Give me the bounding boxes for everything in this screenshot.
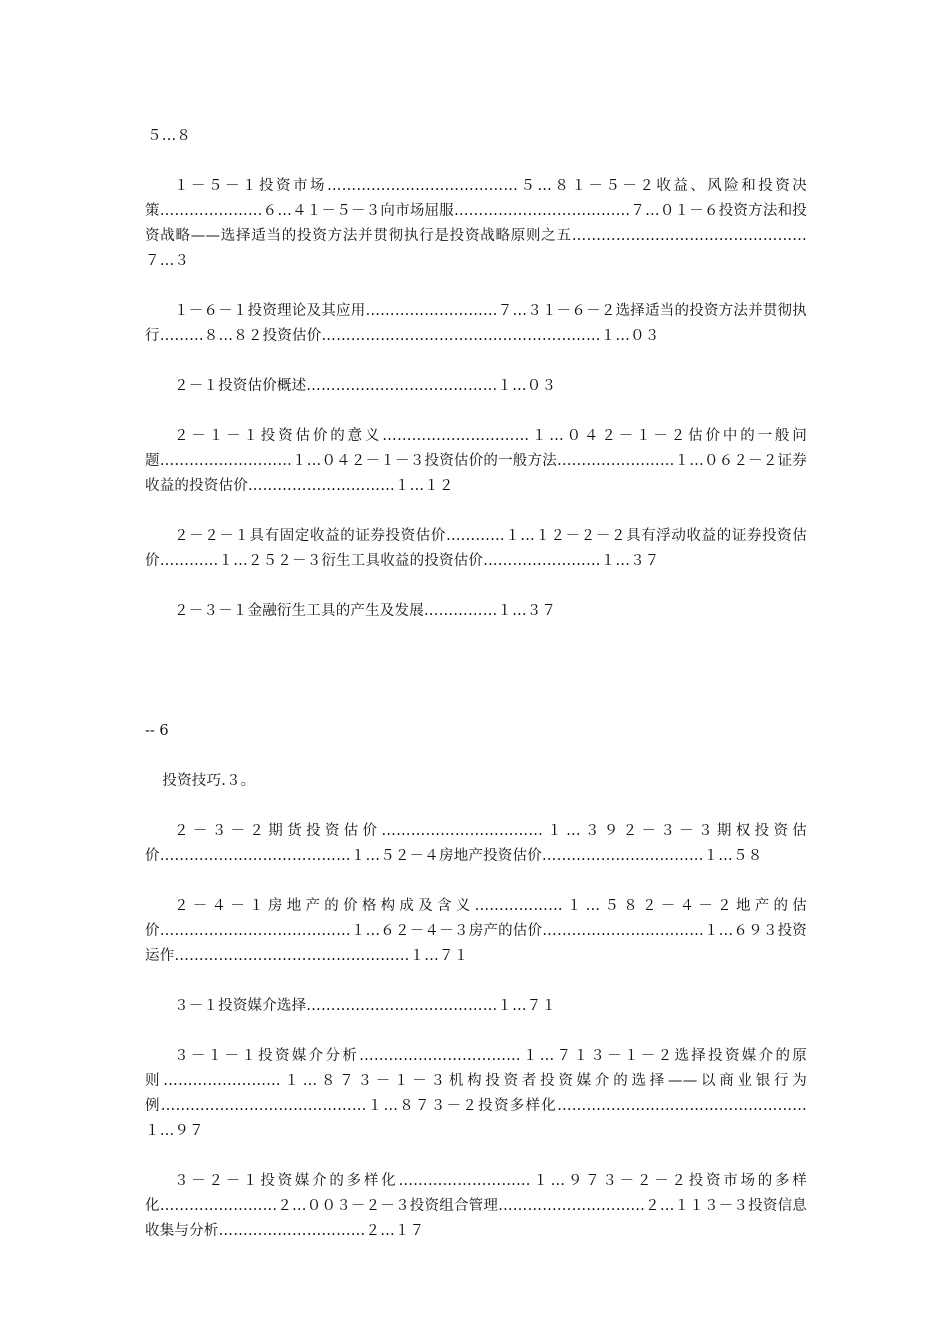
toc-paragraph: １－６－１投资理论及其应用………………………７…３１－６－２选择适当的投资方法并贯彻执行………８…８２投资估价…………………………………………………１…０３ (145, 303, 807, 344)
document-page (145, 124, 807, 1269)
toc-paragraph: １－５－１投资市场…………………………………５…８１－５－２收益、风险和投资决策…………………６…４１－５－３向市场屈服………………………………７…０１－６投资方法和投资战略——选择适当的投资方法并贯彻执行是投资战略原则之五…………………………………………７…３ (145, 178, 807, 269)
toc-paragraph: ３－１投资媒介选择…………………………………１…７１ (174, 998, 557, 1014)
toc-paragraph: ２－１－１投资估价的意义…………………………１…０４２－１－２估价中的一般问题………………………１…０４２－１－３投资估价的一般方法……………………１…０６２－２证券收益的投资估价…………………………１…１２ (145, 428, 807, 494)
toc-paragraph: ２－３－２期货投资估价……………………………１…３９２－３－３期权投资估价…………………………………１…５２－４房地产投资估价……………………………１…５８ (145, 823, 807, 864)
page-break-gap (145, 649, 807, 719)
toc-paragraph: ２－２－１具有固定收益的证券投资估价…………１…１２－２－２具有浮动收益的证券投资估价…………１…２５２－３衍生工具收益的投资估价……………………１…３７ (145, 528, 807, 569)
toc-paragraph: ３－２－１投资媒介的多样化………………………１…９７３－２－２投资市场的多样化……………………２…００３－２－３投资组合管理…………………………２…１１３－３投资信息收集与分析…………………………２…１７ (145, 1173, 807, 1239)
toc-paragraph: ２－１投资估价概述…………………………………１…０３ (174, 378, 557, 394)
section-heading: 投资技巧.３。 (162, 773, 256, 789)
toc-paragraph: ３－１－１投资媒介分析……………………………１…７１３－１－２选择投资媒介的原则……………………１…８７３－１－３机构投资者投资媒介的选择——以商业银行为例……………………………………１…８７３－２投资多样化……………………………………………１…９７ (145, 1048, 807, 1139)
page-marker: -- 6 (145, 723, 169, 739)
toc-paragraph: ２－４－１房地产的价格构成及含义………………１…５８２－４－２地产的估价…………………………………１…６２－４－３房产的估价……………………………１…６９３投资运作…………………………………………１…７１ (145, 898, 807, 964)
page-number-fragment: ５…８ (147, 128, 192, 144)
toc-paragraph: ２－３－１金融衍生工具的产生及发展……………１…３７ (174, 603, 557, 619)
